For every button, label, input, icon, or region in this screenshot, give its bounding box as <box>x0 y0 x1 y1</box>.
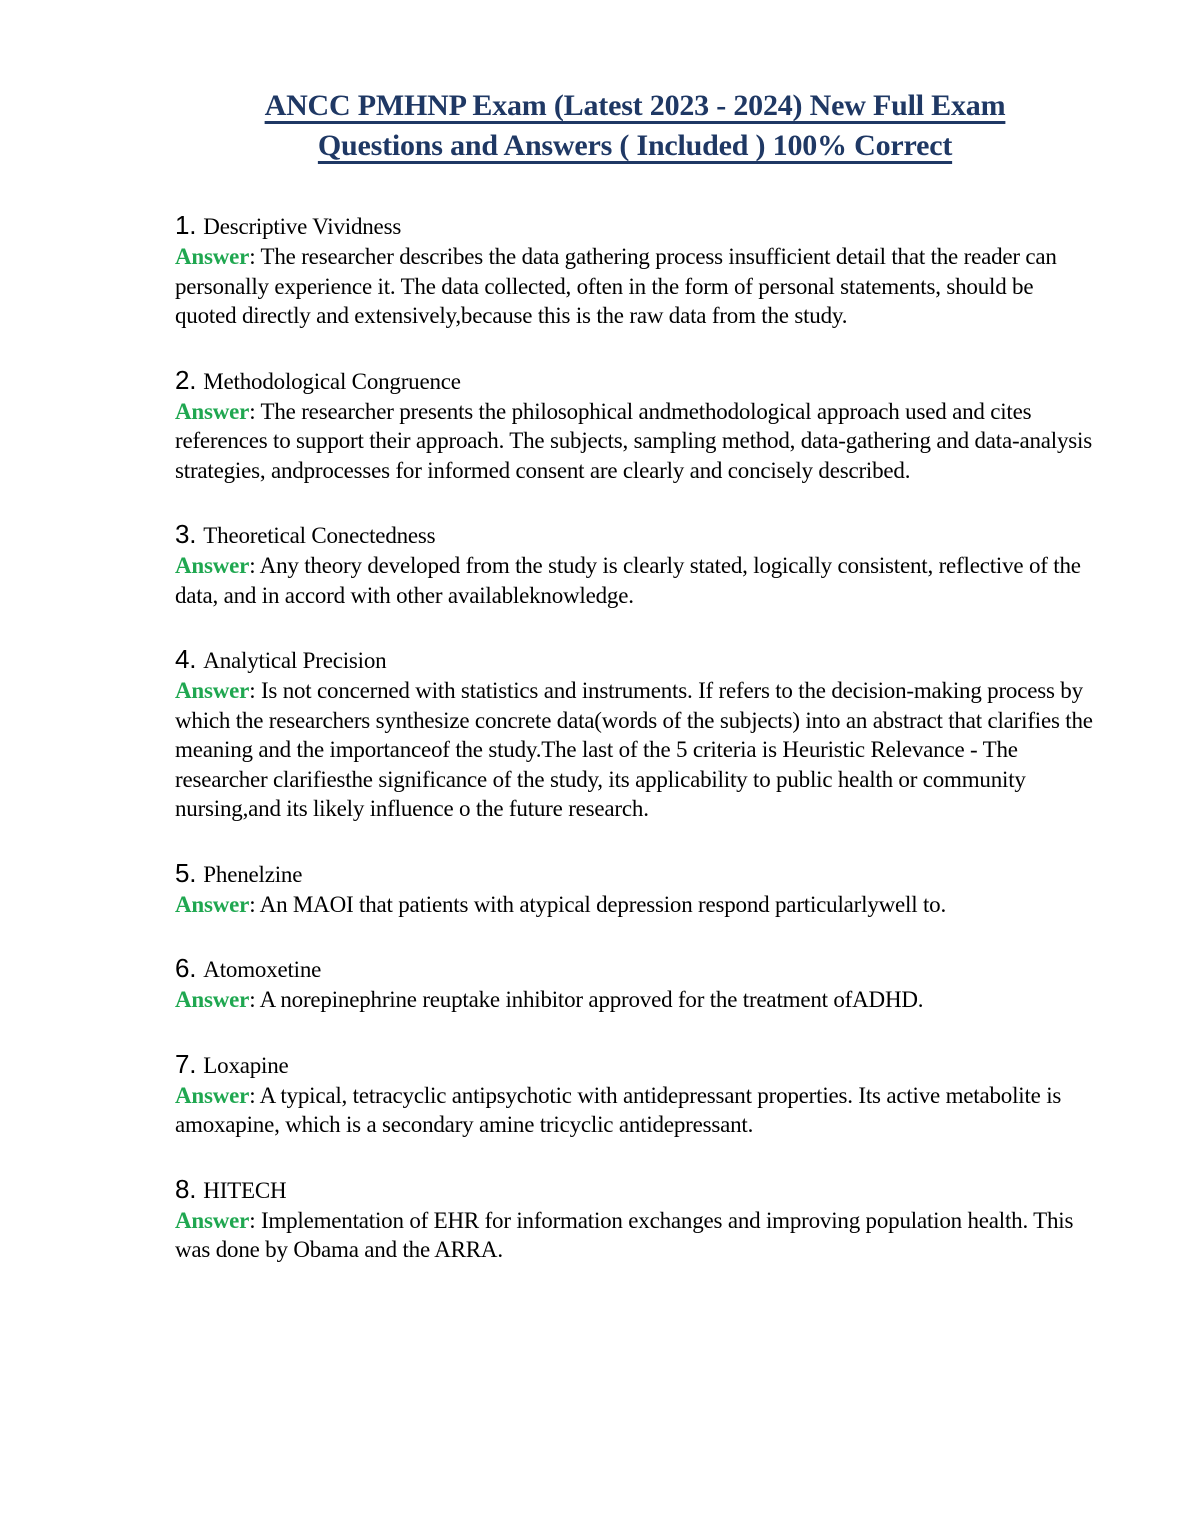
answer-label: Answer <box>175 1207 250 1233</box>
answer-text: The researcher presents the philosophical andmethodological approach used and cites references to support their approach. The subjects, sampling method, data-gathering and data-analysis strategies, andprocesses for informed consent are clearly and concisely described. <box>175 398 1092 483</box>
question-block-1 <box>175 210 1095 331</box>
answer-separator: : <box>249 553 260 578</box>
answer-separator: : <box>249 891 260 917</box>
answer-label: Answer <box>175 244 250 269</box>
question-header <box>175 858 1095 890</box>
question-header <box>175 519 1095 551</box>
answer-separator: : <box>249 244 261 269</box>
answer-text: Any theory developed from the study is clearly stated, logically consistent, reflective of the data, and in accord with other availableknowledge. <box>175 553 1081 608</box>
answer-paragraph <box>175 985 1095 1015</box>
answer-text: An MAOI that patients with atypical depression respond particularlywell to. <box>259 891 947 917</box>
answer-paragraph <box>175 890 1095 920</box>
question-number: 3. <box>175 519 197 549</box>
answer-paragraph <box>175 1081 1095 1140</box>
question-number: 2. <box>175 364 197 395</box>
question-block-8 <box>175 1174 1095 1265</box>
question-block-4 <box>175 644 1095 824</box>
answer-separator: : <box>249 398 261 424</box>
question-header <box>175 1174 1095 1206</box>
question-term: Theoretical Conectedness <box>203 523 436 548</box>
answer-paragraph <box>175 397 1095 486</box>
question-term: Descriptive Vividness <box>203 214 402 239</box>
question-term: Methodological Congruence <box>203 368 461 394</box>
question-number: 1. <box>175 210 197 240</box>
question-term: Phenelzine <box>203 861 303 887</box>
answer-paragraph <box>175 1206 1095 1265</box>
question-number: 8. <box>175 1173 197 1204</box>
question-term: Analytical Precision <box>203 648 387 673</box>
answer-separator: : <box>249 678 261 703</box>
answer-paragraph <box>175 242 1095 331</box>
answer-paragraph <box>175 551 1095 610</box>
answer-label: Answer <box>175 1082 250 1108</box>
question-header <box>175 644 1095 676</box>
question-header <box>175 365 1095 397</box>
question-block-2 <box>175 365 1095 486</box>
answer-text: A norepinephrine reuptake inhibitor approved for the treatment ofADHD. <box>259 987 924 1012</box>
question-block-3 <box>175 519 1095 610</box>
question-number: 6. <box>175 953 197 983</box>
question-header <box>175 1049 1095 1081</box>
question-number: 4. <box>175 644 197 674</box>
question-header <box>175 210 1095 242</box>
answer-text: The researcher describes the data gathering process insufficient detail that the reader can personally experience it. The data collected, often in the form of personal statements, should be quoted directly and extensively,because this is the raw data from the study. <box>175 244 1057 328</box>
page-title-line-1: ANCC PMHNP Exam (Latest 2023 - 2024) New Full Exam <box>264 89 1006 122</box>
question-block-5 <box>175 858 1095 920</box>
question-block-7 <box>175 1049 1095 1140</box>
answer-text: Implementation of EHR for information exchanges and improving population health. This was done by Obama and the ARRA. <box>175 1207 1074 1262</box>
answer-label: Answer <box>175 678 250 703</box>
question-term: HITECH <box>203 1177 287 1203</box>
answer-paragraph <box>175 676 1095 824</box>
answer-separator: : <box>249 987 260 1012</box>
answer-label: Answer <box>175 987 250 1012</box>
question-number: 5. <box>175 857 197 888</box>
question-term: Atomoxetine <box>203 957 322 982</box>
answer-separator: : <box>249 1082 260 1108</box>
answer-separator: : <box>249 1207 261 1233</box>
question-list <box>175 210 1095 1265</box>
answer-label: Answer <box>175 398 250 424</box>
answer-text: Is not concerned with statistics and instruments. If refers to the decision-making process by which the researchers synthesize concrete data(words of the subjects) into an abstract that clarifies the meaning and the importanceof the study.The last of the 5 criteria is Heuristic Relevance - The researcher clarifiesthe significance of the study, its applicability to public health or community nursing,and its likely influence o the future research. <box>175 678 1093 821</box>
page-title-line-2: Questions and Answers ( Included ) 100% Correct <box>317 129 953 162</box>
question-header <box>175 953 1095 985</box>
answer-label: Answer <box>175 891 250 917</box>
page-title <box>175 86 1095 166</box>
answer-text: A typical, tetracyclic antipsychotic with antidepressant properties. Its active metabolite is amoxapine, which is a secondary amine tricyclic antidepressant. <box>175 1082 1062 1137</box>
question-block-6 <box>175 953 1095 1015</box>
answer-label: Answer <box>175 553 250 578</box>
question-term: Loxapine <box>203 1052 289 1078</box>
question-number: 7. <box>175 1048 197 1079</box>
